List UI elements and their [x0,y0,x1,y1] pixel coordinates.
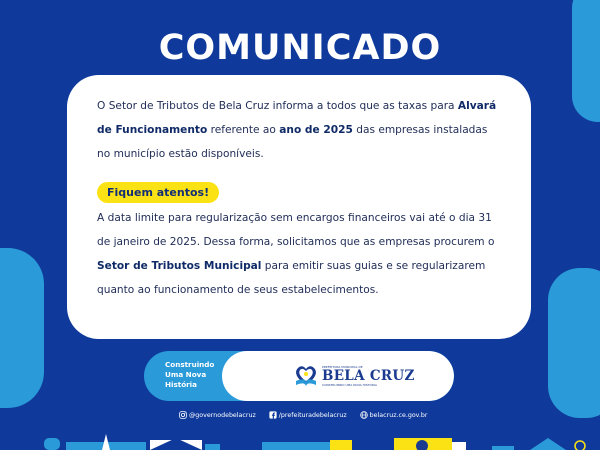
footer-brand-pill [144,351,454,401]
decorative-shape-right [548,268,600,418]
instagram-icon [179,411,187,419]
slogan [165,360,214,390]
website-url: belacruz.ce.gov.br [369,411,428,419]
page-title: COMUNICADO [158,28,442,68]
text-segment: das empresas instaladas no município estão disponíveis. [97,124,488,160]
text-segment: A data limite para regularização sem encargos financeiros vai até o dia 31 de janeiro de 2025. Dessa forma, solicitamos que as empresas procurem o [97,212,495,248]
logo-heart-book-icon [292,363,320,389]
announcement-card [67,75,531,339]
bold-setor: Setor de Tributos Municipal [97,260,262,272]
text-segment: referente ao [207,124,280,136]
logo-name: BELA CRUZ [322,368,415,384]
paragraph-deadline [97,206,501,302]
website-link[interactable] [360,411,428,419]
facebook-icon [269,411,277,419]
decorative-shape-left [0,248,44,408]
facebook-link[interactable] [269,411,347,419]
attention-badge: Fiquem atentos! [97,182,219,203]
bold-alvara: Alvará de Funcionamento [97,100,497,136]
text-segment: para emitir suas guias e se regularizarem quanto ao funcionamento de seus estabelecimentos. [97,260,486,296]
logo-container [222,351,454,401]
facebook-handle: /prefeituradebelacruz [278,411,347,419]
text-segment: O Setor de Tributos de Bela Cruz informa a todos que as taxas para [97,100,458,112]
instagram-handle: @governodebelacruz [189,411,256,419]
slogan-line: Construindo [165,360,215,369]
social-links [179,409,439,421]
logo-sub-text: CONSTRUINDO UMA NOVA HISTÓRIA [322,383,377,387]
logo-top-text: PREFEITURA MUNICIPAL DE [322,365,363,369]
paragraph-intro [97,94,501,166]
decorative-bottom-strip [0,434,600,450]
instagram-link[interactable] [179,411,256,419]
slogan-line: História [165,380,197,389]
bold-year: ano de 2025 [279,124,353,136]
globe-icon [360,411,368,419]
slogan-line: Uma Nova [165,370,207,379]
